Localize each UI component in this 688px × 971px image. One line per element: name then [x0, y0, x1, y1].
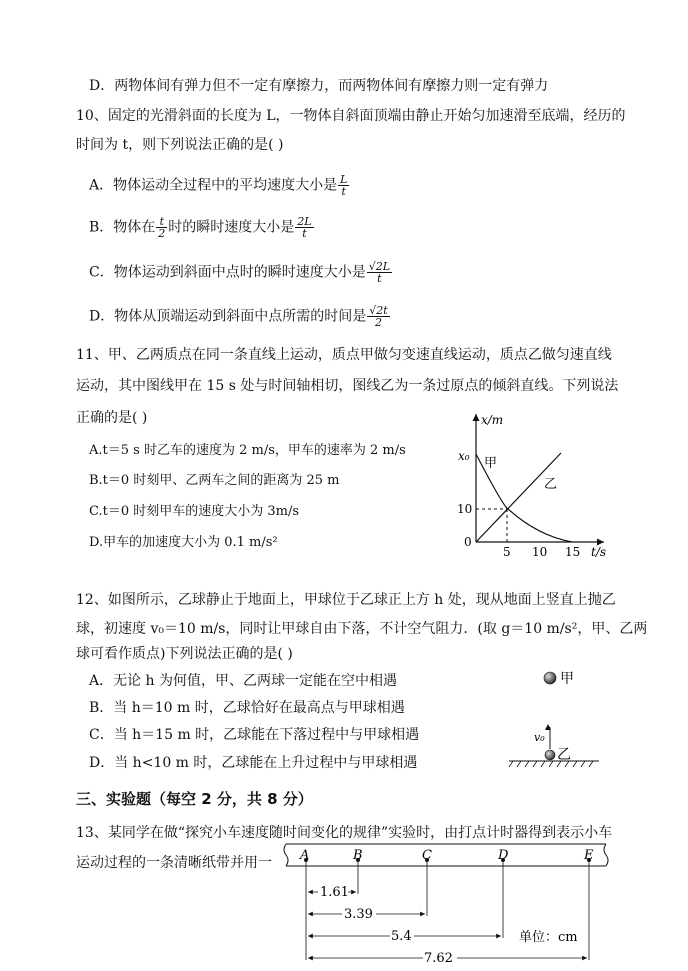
q12-stem-line1: 12、如图所示，乙球静止于地面上，甲球位于乙球正上方 h 处，现从地面上竖直上抛乙: [76, 592, 616, 608]
q10-stem-line2: 时间为 t，则下列说法正确的是( ): [76, 137, 284, 153]
y-tick-10: 10: [457, 502, 473, 516]
x-tick-5: 5: [503, 545, 511, 558]
q10-stem-line1: 10、固定的光滑斜面的长度为 L，一物体自斜面顶端由静止开始匀加速滑至底端，经历的: [76, 108, 626, 124]
dist-ac: 3.39: [344, 907, 373, 922]
q12-option-d: D．当 h<10 m 时，乙球能在上升过程中与甲球相遇: [89, 755, 418, 771]
q13-paper-tape: [276, 842, 616, 964]
q10-option-d: D．物体从顶端运动到斜面中点所需的时间是 $\frac{√2t}{2}$: [89, 304, 388, 329]
label-jia: 甲: [560, 671, 574, 687]
q12-stem-line3: 球可看作质点)下列说法正确的是( ): [76, 646, 293, 662]
x-axis-label: t/s: [591, 545, 607, 558]
label-yi: 乙: [544, 477, 558, 492]
ball-jia: [544, 672, 556, 684]
y-axis-label: x/m: [481, 413, 504, 427]
label-yi: 乙: [557, 747, 571, 763]
q11-option-a: A.t＝5 s 时乙车的速度为 2 m/s，甲车的速率为 2 m/s: [89, 443, 406, 458]
q11-option-b: B.t＝0 时刻甲、乙两车之间的距离为 25 m: [89, 473, 340, 488]
dist-ad: 5.4: [391, 929, 412, 944]
label-c: C: [422, 848, 432, 863]
fraction: $\frac{L}{t}$: [340, 173, 348, 198]
label-b: B: [353, 848, 363, 863]
q13-stem-line2: 运动过程的一条清晰纸带并用一: [76, 855, 272, 871]
fraction: $\frac{√2L}{t}$: [368, 260, 391, 285]
q9-option-d: D．两物体间有弹力但不一定有摩擦力，而两物体间有摩擦力则一定有弹力: [89, 78, 549, 94]
origin-label: 0: [464, 535, 472, 549]
q11-stem-line2: 运动，其中图线甲在 15 s 处与时间轴相切，图线乙为一条过原点的倾斜直线。下列说法: [76, 378, 619, 394]
q12-option-b: B．当 h＝10 m 时，乙球恰好在最高点与甲球相遇: [89, 700, 405, 716]
tape-left-tear: [284, 844, 288, 866]
label-e: E: [584, 848, 594, 863]
dist-ab: 1.61: [320, 885, 349, 900]
fraction: $\frac{2L}{t}$: [297, 215, 312, 240]
fraction: $\frac{t}{2}$: [158, 215, 166, 240]
fraction: $\frac{√2t}{2}$: [369, 304, 388, 329]
ball-yi: [545, 750, 555, 760]
label-d: D: [498, 848, 509, 863]
tape-right-tear: [604, 844, 608, 866]
q11-option-d: D.甲车的加速度大小为 0.1 m/s²: [89, 535, 278, 550]
unit-label: 单位：cm: [519, 930, 578, 945]
q11-stem-line1: 11、甲、乙两质点在同一条直线上运动，质点甲做匀变速直线运动，质点乙做匀速直线: [76, 347, 612, 363]
dist-ae: 7.62: [424, 951, 453, 964]
q12-option-c: C．当 h＝15 m 时，乙球能在下落过程中与甲球相遇: [89, 727, 420, 743]
x-tick-15: 15: [565, 545, 581, 558]
label-a: A: [300, 848, 310, 863]
x0-label: x₀: [458, 449, 470, 463]
q11-stem-line3: 正确的是( ): [76, 410, 148, 426]
ground-hatch: [509, 761, 593, 767]
q10-option-c: C．物体运动到斜面中点时的瞬时速度大小是 $\frac{√2L}{t}$: [89, 260, 391, 285]
q13-stem-line1: 13、某同学在做“探究小车速度随时间变化的规律”实验时，由打点计时器得到表示小车: [76, 825, 613, 841]
tape-points: [304, 858, 591, 862]
q10-option-b: B．物体在 $\frac{t}{2}$ 时的瞬时速度大小是 $\frac{2L}{t}$: [89, 215, 312, 240]
q12-figure: [505, 665, 605, 771]
q12-option-a: A．无论 h 为何值，甲、乙两球一定能在空中相遇: [89, 673, 398, 689]
label-jia: 甲: [484, 456, 498, 471]
q12-stem-line2: 球，初速度 v₀＝10 m/s，同时让甲球自由下落，不计空气阻力．(取 g＝10 m/s²，甲、乙两: [76, 621, 648, 637]
q10-option-a: A．物体运动全过程中的平均速度大小是 $\frac{L}{t}$: [89, 173, 348, 198]
v0-label: v₀: [534, 731, 545, 744]
section-heading: 三、实验题（每空 2 分，共 8 分）: [76, 790, 313, 808]
q11-option-c: C.t＝0 时刻甲车的速度大小为 3m/s: [89, 504, 300, 519]
x-tick-10: 10: [532, 545, 548, 558]
q11-xt-graph: [448, 406, 618, 558]
